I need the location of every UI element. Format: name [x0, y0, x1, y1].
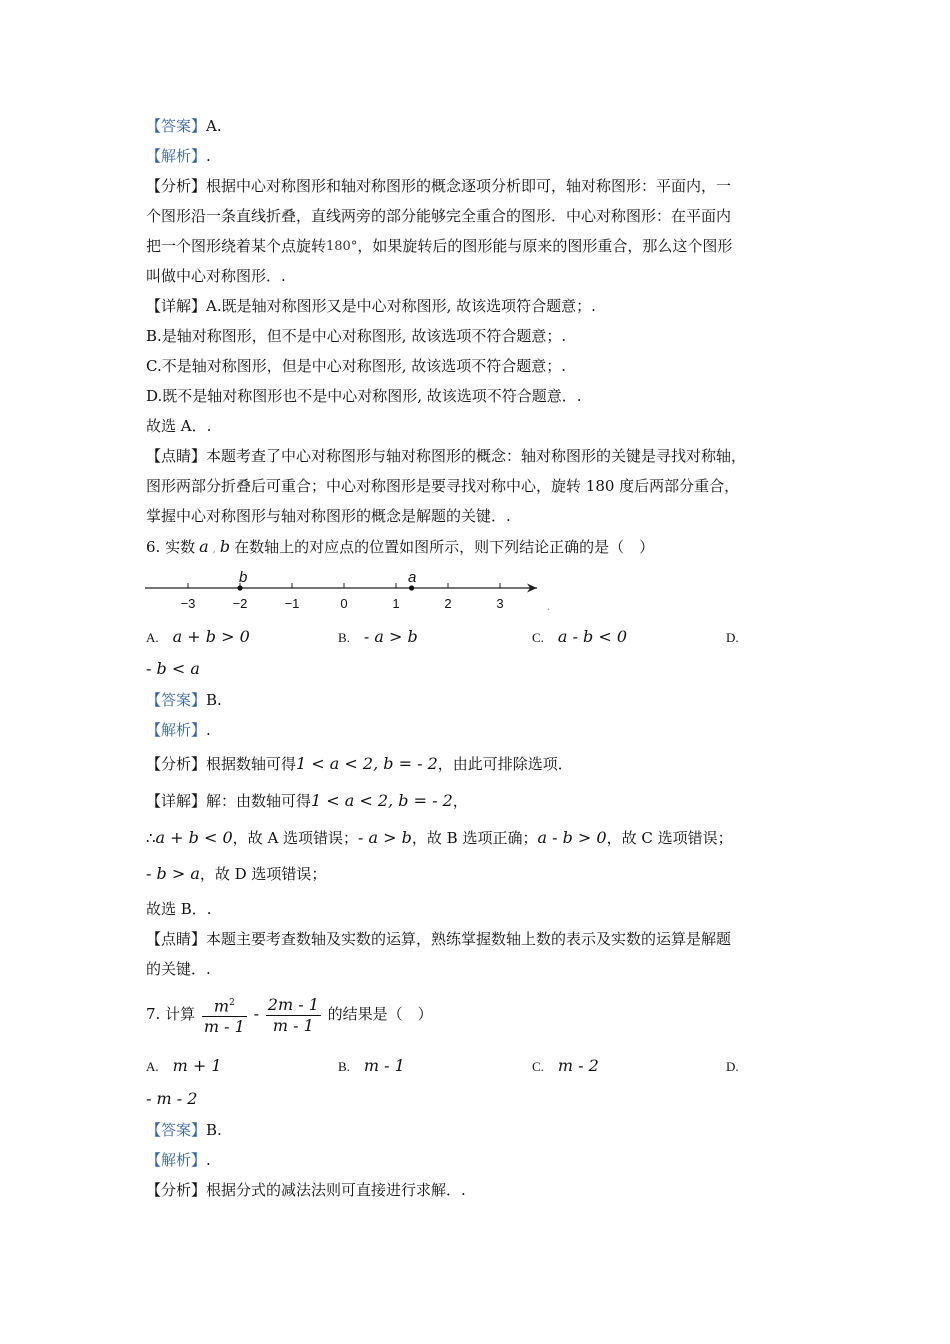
analysis-tag: 【解析】 [146, 721, 207, 739]
dianjing-text: 本题考查了中心对称图形与轴对称图形的概念：轴对称图形的关键是寻找对称轴， [206, 447, 747, 465]
expr-2: - a > b [358, 828, 412, 847]
fraction-2-numerator: 2m - 1 [267, 994, 319, 1014]
q6-stem-end: 在数轴上的对应点的位置如图所示，则下列结论正确的是（ ） [234, 538, 655, 556]
q6-analysis-line [146, 720, 211, 740]
separator: , [212, 544, 216, 555]
analysis-value: . [206, 1151, 211, 1169]
label-b: b [239, 569, 248, 586]
fenxi-text: 根据分式的减法法则可直接进行求解．. [206, 1181, 466, 1199]
answer-tag: 【答案】 [146, 1121, 207, 1139]
option-expr: a - b < 0 [557, 627, 628, 646]
fenxi-tag: 【分析】 [146, 755, 207, 773]
analysis-tag: 【解析】 [146, 1151, 207, 1169]
xiangjie-line [146, 296, 596, 316]
q6-option-a[interactable] [146, 627, 250, 648]
fraction-2 [266, 995, 321, 1036]
q6-option-c[interactable] [532, 627, 627, 648]
answer-value: A. [206, 117, 222, 135]
dianjing-tag: 【点睛】 [146, 930, 207, 948]
fenxi-line-2: 个图形沿一条直线折叠，直线两旁的部分能够完全重合的图形．中心对称图形：在平面内 [146, 207, 732, 225]
answer-tag: 【答案】 [146, 691, 207, 709]
q6-option-d[interactable] [726, 627, 753, 648]
q7-analysis-line [146, 1150, 211, 1170]
dianjing-line-1 [146, 446, 746, 466]
answer-value: B. [206, 1121, 222, 1139]
xiangjie-expr: 1 < a < 2, b = - 2 [311, 791, 453, 810]
fenxi-text: 根据中心对称图形和轴对称图形的概念逐项分析即可，轴对称图形：平面内，一 [206, 177, 732, 195]
option-label: B. [338, 630, 350, 645]
q6-option-d-analysis [146, 864, 326, 884]
tick-label: −1 [284, 596, 300, 611]
dianjing-tag: 【点睛】 [146, 447, 207, 465]
xiangjie-text: 解：由数轴可得 [206, 792, 312, 810]
option-expr: m - 1 [363, 1056, 405, 1075]
question-7-stem [146, 992, 433, 1037]
xiangjie-tag: 【详解】 [146, 297, 207, 315]
expr-1: a + b < 0 [155, 828, 233, 847]
xiangjie-tag: 【详解】 [146, 792, 207, 810]
tick-label: 1 [392, 596, 400, 611]
answer-value: B. [206, 691, 222, 709]
fenxi-tag: 【分析】 [146, 177, 207, 195]
q7-option-a[interactable] [146, 1056, 222, 1077]
text-2: ，故 B 选项正确； [411, 829, 538, 847]
conclusion-line: 故选 A．. [146, 417, 212, 435]
option-label: D. [726, 1059, 739, 1074]
analysis-line [146, 146, 211, 166]
fenxi-expr: 1 < a < 2, b = - 2 [296, 754, 438, 773]
option-expr: m + 1 [172, 1056, 222, 1075]
expr-4: - b > a [146, 864, 200, 883]
answer-line [146, 116, 222, 136]
option-expr: - b < a [146, 659, 200, 678]
q7-stem-start: 7. 计算 [146, 1005, 196, 1023]
text-3: ，故 C 选项错误； [606, 829, 733, 847]
option-label: C. [532, 1059, 544, 1074]
option-label: C. [532, 630, 544, 645]
option-label: D. [726, 630, 739, 645]
q6-xiangjie-line [146, 791, 468, 811]
fenxi-text: 根据数轴可得 [206, 755, 297, 773]
fraction-1 [202, 993, 247, 1037]
dianjing-line-3: 掌握中心对称图形与轴对称图形的概念是解题的关键．. [146, 507, 511, 525]
q7-option-c[interactable] [532, 1056, 599, 1077]
fraction-2-denominator: m - 1 [272, 1015, 314, 1035]
q7-option-d-expr [146, 1089, 197, 1109]
fraction-1-denominator: m - 1 [203, 1017, 245, 1037]
q6-answer-line [146, 690, 222, 710]
option-d-analysis: D.既不是轴对称图形也不是中心对称图形, 故该选项不符合题意．. [146, 387, 582, 405]
tick-label: 3 [496, 596, 504, 611]
q6-stem-start: 6. 实数 [146, 538, 196, 556]
option-expr: m - 2 [557, 1056, 599, 1075]
tick-label: −3 [180, 596, 196, 611]
tick-label: −2 [232, 596, 248, 611]
fenxi-text: ，由此可排除选项． [437, 755, 573, 773]
q6-fenxi-line [146, 754, 573, 774]
angle-180: 180° [326, 239, 358, 254]
question-6-stem [146, 537, 654, 560]
q7-option-b[interactable] [338, 1056, 405, 1077]
q7-fenxi-line [146, 1180, 466, 1200]
dianjing-line-2: 图形两部分折叠后可重合；中心对称图形是要寻找对称中心，旋转 180 度后两部分重合， [146, 477, 740, 495]
var-a: a [199, 537, 209, 556]
option-expr: - m - 2 [146, 1089, 198, 1108]
fenxi-tag: 【分析】 [146, 1181, 207, 1199]
fraction-1-numerator: $m^2$ [202, 993, 247, 1017]
paragraph-mark: . [547, 602, 551, 613]
q6-option-d-expr [146, 659, 200, 679]
option-expr: - a > b [363, 627, 418, 646]
q7-option-d[interactable] [726, 1056, 753, 1077]
answer-tag: 【答案】 [146, 117, 207, 135]
point-a [409, 585, 414, 590]
analysis-value: . [206, 147, 211, 165]
tick-label: 0 [340, 596, 348, 611]
tick-label: 2 [444, 596, 452, 611]
text-1: ，故 A 选项错误； [232, 829, 359, 847]
fenxi-line-4: 叫做中心对称图形．. [146, 267, 286, 285]
xiangjie-text: A.既是轴对称图形又是中心对称图形, 故该选项符合题意；. [206, 297, 596, 315]
q6-dianjing-line-2: 的关键．. [146, 960, 211, 978]
q6-dianjing-line-1 [146, 929, 731, 949]
option-c-analysis: C.不是轴对称图形，但是中心对称图形, 故该选项不符合题意；. [146, 357, 567, 375]
q6-option-b[interactable] [338, 627, 418, 648]
analysis-tag: 【解析】 [146, 147, 207, 165]
point-b [237, 585, 242, 590]
dianjing-text: 本题主要考查数轴及实数的运算，熟练掌握数轴上数的表示及实数的运算是解题 [206, 930, 732, 948]
option-b-analysis: B.是轴对称图形，但不是中心对称图形, 故该选项不符合题意；. [146, 327, 567, 345]
option-label: A. [146, 630, 159, 645]
q7-stem-end: 的结果是（ ） [327, 1005, 433, 1023]
therefore-symbol: ∴ [146, 829, 156, 847]
minus-sign: - [253, 1004, 259, 1023]
xiangjie-text: ， [452, 792, 468, 810]
q6-therefore-line [146, 828, 733, 848]
fenxi-line-1 [146, 176, 731, 196]
expr-3: a - b > 0 [537, 828, 607, 847]
text-4: ，故 D 选项错误； [199, 865, 327, 883]
option-expr: a + b > 0 [172, 627, 250, 646]
number-line-figure [140, 568, 560, 618]
fenxi-text: ，如果旋转后的图形能与原来的图形重合，那么这个图形 [357, 237, 733, 255]
var-b: b [219, 537, 231, 556]
option-label: A. [146, 1059, 159, 1074]
q6-conclusion: 故选 B．. [146, 900, 212, 918]
analysis-value: . [206, 721, 211, 739]
q7-answer-line [146, 1120, 222, 1140]
option-label: B. [338, 1059, 350, 1074]
fenxi-text: 把一个图形绕着某个点旋转 [146, 237, 327, 255]
fenxi-line-3 [146, 236, 732, 257]
label-a: a [408, 569, 417, 586]
